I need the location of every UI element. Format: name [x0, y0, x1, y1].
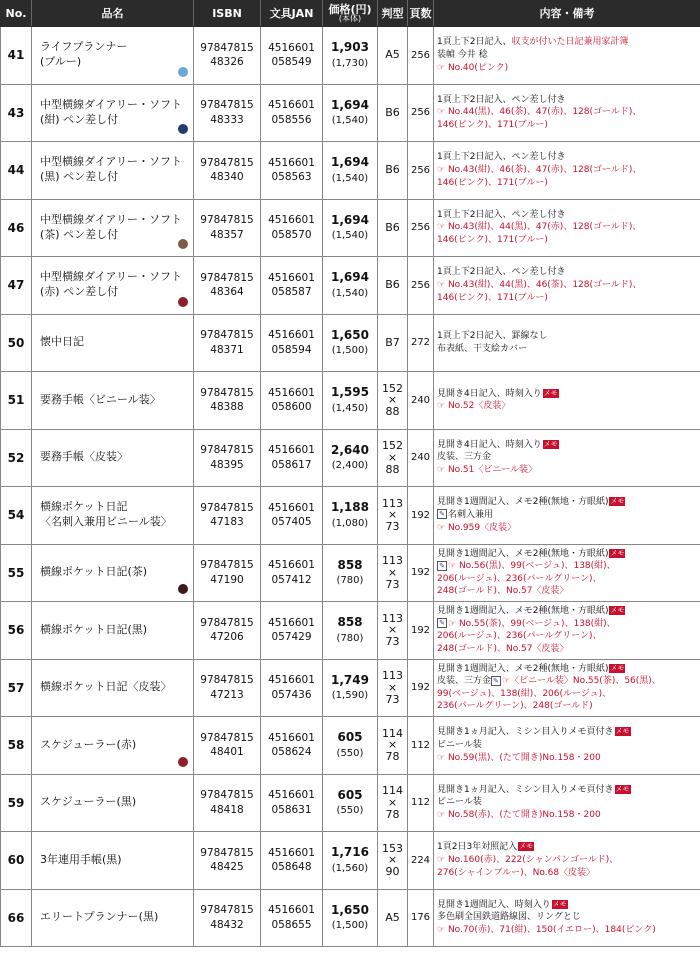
format-width: 73 — [385, 577, 400, 591]
note-text: 1頁上下2日記入、ペン差し付き — [437, 267, 566, 278]
note-text: 1頁2日3年対照記入 — [437, 842, 518, 853]
item-notes — [434, 832, 700, 890]
note-text: No.56(黒)、99(ベージュ)、138(紺)、 — [458, 561, 616, 572]
note-text: 多色刷全国鉄道路線図、リングとじ — [437, 912, 582, 923]
item-pages: 256 — [408, 199, 434, 257]
item-name: 要務手帳〈ビニール装〉 — [32, 372, 194, 430]
item-format: 152 × 88 — [378, 429, 408, 487]
item-format — [378, 27, 408, 85]
finger-pointer-icon: ☞ — [437, 925, 446, 936]
item-notes — [434, 544, 700, 602]
finger-pointer-icon: ☞ — [502, 676, 511, 687]
item-pages: 240 — [408, 372, 434, 430]
memo-badge-icon: メモ — [610, 606, 625, 615]
table-row — [1, 199, 700, 257]
note-text: No.59(黒)、(たて開き)No.158・200 — [447, 752, 601, 763]
table-row — [1, 142, 700, 200]
item-isbn: 97847815 48326 — [194, 27, 261, 85]
item-name: 中型横線ダイアリー・ソフト (茶) ペン差し付 — [32, 199, 194, 257]
item-format: 114 × 78 — [378, 774, 408, 832]
item-name: エリートプランナー(黒) — [32, 889, 194, 947]
color-swatch — [178, 757, 188, 767]
item-notes — [434, 717, 700, 775]
note-text: No.51〈ビニール装〉 — [447, 465, 538, 476]
item-isbn: 97847815 47206 — [194, 602, 261, 660]
item-jan: 4516601 058587 — [261, 257, 323, 315]
note-text: No.40(ピンク) — [447, 62, 509, 73]
item-name: 3年連用手帳(黒) — [32, 832, 194, 890]
item-jan: 4516601 058624 — [261, 717, 323, 775]
table-row — [1, 27, 700, 85]
item-pages: 112 — [408, 717, 434, 775]
color-swatch — [178, 297, 188, 307]
table-row — [1, 832, 700, 890]
finger-pointer-icon: ☞ — [437, 522, 446, 533]
note-text: 見開き1週間記入、メモ2種(無地・方眼紙) — [437, 663, 609, 674]
note-text: 236(パールグリーン)、248(ゴールド) — [437, 701, 593, 712]
note-text: No.44(黒)、46(茶)、47(赤)、128(ゴールド)、 — [447, 107, 642, 118]
item-pages: 112 — [408, 774, 434, 832]
item-jan: 4516601 057436 — [261, 659, 323, 717]
item-pages: 192 — [408, 544, 434, 602]
format-height: 113 — [382, 669, 403, 683]
format-height: 114 — [382, 726, 403, 740]
memo-badge-icon: メモ — [543, 388, 558, 397]
item-no: 43 — [1, 84, 32, 142]
format-height: 113 — [382, 554, 403, 568]
item-no: 47 — [1, 257, 32, 315]
item-jan: 4516601 058655 — [261, 889, 323, 947]
format-value: A5 — [385, 910, 400, 924]
item-isbn: 97847815 47213 — [194, 659, 261, 717]
item-pages: 224 — [408, 832, 434, 890]
finger-pointer-icon: ☞ — [437, 854, 446, 865]
item-name: 中型横線ダイアリー・ソフト (黒) ペン差し付 — [32, 142, 194, 200]
format-width: 78 — [385, 807, 400, 821]
item-jan: 4516601 058631 — [261, 774, 323, 832]
item-price: 1,694 (1,540) — [323, 84, 378, 142]
note-text: 248(ゴールド)、No.57〈皮装〉 — [437, 643, 569, 654]
item-format: 113 × 73 — [378, 659, 408, 717]
item-notes — [434, 27, 700, 85]
item-isbn: 97847815 48333 — [194, 84, 261, 142]
item-jan: 4516601 058617 — [261, 429, 323, 487]
header-notes: 内容・備考 — [434, 1, 700, 27]
finger-pointer-icon: ☞ — [437, 279, 446, 290]
table-row — [1, 659, 700, 717]
item-price: 1,650 (1,500) — [323, 314, 378, 372]
item-pages: 176 — [408, 889, 434, 947]
item-name: 横線ポケット日記 〈名刺入兼用ビニール装〉 — [32, 487, 194, 545]
item-name: ライフプランナー (ブルー) — [32, 27, 194, 85]
item-pages: 240 — [408, 429, 434, 487]
table-row — [1, 774, 700, 832]
note-text: 146(ピンク)、171(ブルー) — [437, 292, 548, 303]
color-swatch — [178, 584, 188, 594]
item-name: 中型横線ダイアリー・ソフト (赤) ペン差し付 — [32, 257, 194, 315]
note-text: 布表紙、干支絵カバー — [437, 343, 528, 354]
memo-badge-icon: メモ — [615, 727, 630, 736]
table-row — [1, 602, 700, 660]
item-notes — [434, 142, 700, 200]
item-price: 605 (550) — [323, 774, 378, 832]
table-row — [1, 429, 700, 487]
note-text: 276(シャインブルー)、No.68〈皮装〉 — [437, 867, 596, 878]
note-text: No.52〈皮装〉 — [447, 401, 511, 412]
item-price: 1,595 (1,450) — [323, 372, 378, 430]
item-format — [378, 84, 408, 142]
item-no: 59 — [1, 774, 32, 832]
item-notes — [434, 659, 700, 717]
item-jan: 4516601 058648 — [261, 832, 323, 890]
item-jan: 4516601 057429 — [261, 602, 323, 660]
note-text: 見開き1週間記入、メモ2種(無地・方眼紙) — [437, 497, 609, 508]
item-notes — [434, 257, 700, 315]
header-name: 品名 — [32, 1, 194, 27]
item-name: スケジューラー(赤) — [32, 717, 194, 775]
note-text: 1頁上下2日記入、ペン差し付き — [437, 94, 566, 105]
item-pages: 272 — [408, 314, 434, 372]
memo-badge-icon: メモ — [519, 842, 534, 851]
item-no: 52 — [1, 429, 32, 487]
format-value: B6 — [385, 220, 400, 234]
item-name: 要務手帳〈皮装〉 — [32, 429, 194, 487]
item-jan: 4516601 058594 — [261, 314, 323, 372]
item-format — [378, 257, 408, 315]
note-text: 1頁上下2日記入、ペン差し付き — [437, 209, 566, 220]
note-text: 名刺入兼用 — [448, 509, 494, 520]
note-text: 見開き4日記入、時刻入り — [437, 439, 542, 450]
format-height: 114 — [382, 784, 403, 798]
item-isbn: 97847815 47190 — [194, 544, 261, 602]
format-value: A5 — [385, 48, 400, 62]
item-pages: 256 — [408, 84, 434, 142]
item-isbn: 97847815 47183 — [194, 487, 261, 545]
item-isbn: 97847815 48364 — [194, 257, 261, 315]
note-text: 見開き1ヵ月記入、ミシン目入りメモ頁付き — [437, 727, 614, 738]
format-width: 88 — [385, 405, 400, 419]
item-price: 1,694 (1,540) — [323, 142, 378, 200]
item-format — [378, 314, 408, 372]
item-price: 1,749 (1,590) — [323, 659, 378, 717]
item-no: 57 — [1, 659, 32, 717]
header-price: 価格(円) (本体) — [323, 1, 378, 27]
item-name: 中型横線ダイアリー・ソフト (紺) ペン差し付 — [32, 84, 194, 142]
note-text: 見開き1週間記入、時刻入り — [437, 899, 551, 910]
item-isbn: 97847815 48371 — [194, 314, 261, 372]
item-isbn: 97847815 48357 — [194, 199, 261, 257]
item-format — [378, 889, 408, 947]
note-text: 見開き1週間記入、メモ2種(無地・方眼紙) — [437, 548, 609, 559]
item-no: 44 — [1, 142, 32, 200]
memo-badge-icon: メモ — [552, 899, 567, 908]
item-format: 152 × 88 — [378, 372, 408, 430]
note-text: No.43(紺)、46(茶)、47(赤)、128(ゴールド)、 — [447, 164, 642, 175]
color-swatch — [178, 124, 188, 134]
note-text: 1頁上下2日記入、罫線なし — [437, 331, 548, 342]
item-name: 懐中日記 — [32, 314, 194, 372]
table-row — [1, 487, 700, 545]
item-price: 2,640 (2,400) — [323, 429, 378, 487]
item-no: 58 — [1, 717, 32, 775]
note-text: 見開き4日記入、時刻入り — [437, 388, 542, 399]
item-jan: 4516601 057412 — [261, 544, 323, 602]
item-notes — [434, 372, 700, 430]
header-pages: 頁数 — [408, 1, 434, 27]
item-no: 41 — [1, 27, 32, 85]
note-text: 99(ベージュ)、138(紺)、206(ルージュ)、 — [437, 688, 612, 699]
item-notes — [434, 487, 700, 545]
table-row — [1, 544, 700, 602]
item-pages: 192 — [408, 487, 434, 545]
note-text: 皮装、三方金 — [437, 676, 492, 687]
item-no: 51 — [1, 372, 32, 430]
note-text: No.43(紺)、44(黒)、46(茶)、128(ゴールド)、 — [447, 279, 642, 290]
table-row — [1, 372, 700, 430]
note-text: 見開き1ヵ月記入、ミシン目入りメモ頁付き — [437, 784, 614, 795]
item-notes — [434, 774, 700, 832]
format-value: B6 — [385, 163, 400, 177]
item-name: 横線ポケット日記(茶) — [32, 544, 194, 602]
note-text: 146(ピンク)、171(ブルー) — [437, 120, 548, 131]
finger-pointer-icon: ☞ — [437, 107, 446, 118]
note-text: 皮装、三方金 — [437, 452, 492, 463]
item-jan: 4516601 058600 — [261, 372, 323, 430]
pen-edit-icon: ✎ — [437, 509, 447, 519]
item-no: 54 — [1, 487, 32, 545]
header-no: No. — [1, 1, 32, 27]
note-text: No.959〈皮装〉 — [447, 522, 517, 533]
table-row — [1, 84, 700, 142]
format-value: B7 — [385, 335, 400, 349]
item-notes — [434, 889, 700, 947]
item-no: 50 — [1, 314, 32, 372]
item-no: 56 — [1, 602, 32, 660]
item-format: 113 × 73 — [378, 602, 408, 660]
item-price: 1,694 (1,540) — [323, 199, 378, 257]
item-format: 153 × 90 — [378, 832, 408, 890]
item-jan: 4516601 058549 — [261, 27, 323, 85]
note-text: 248(ゴールド)、No.57〈皮装〉 — [437, 586, 569, 597]
finger-pointer-icon: ☞ — [437, 222, 446, 233]
item-name: スケジューラー(黒) — [32, 774, 194, 832]
item-isbn: 97847815 48388 — [194, 372, 261, 430]
item-no: 46 — [1, 199, 32, 257]
note-text: 146(ピンク)、171(ブルー) — [437, 235, 548, 246]
finger-pointer-icon: ☞ — [437, 401, 446, 412]
table-row — [1, 889, 700, 947]
memo-badge-icon: メモ — [543, 439, 558, 448]
item-isbn: 97847815 48401 — [194, 717, 261, 775]
item-pages: 192 — [408, 659, 434, 717]
note-text: 1頁上下2日記入、 — [437, 37, 512, 48]
item-format: 113 × 73 — [378, 544, 408, 602]
item-jan: 4516601 058570 — [261, 199, 323, 257]
item-price: 858 (780) — [323, 544, 378, 602]
format-width: 78 — [385, 750, 400, 764]
item-name: 横線ポケット日記〈皮装〉 — [32, 659, 194, 717]
item-notes — [434, 84, 700, 142]
finger-pointer-icon: ☞ — [437, 164, 446, 175]
item-isbn: 97847815 48425 — [194, 832, 261, 890]
table-row — [1, 314, 700, 372]
item-no: 60 — [1, 832, 32, 890]
item-isbn: 97847815 48395 — [194, 429, 261, 487]
note-text: No.160(赤)、222(シャンパンゴールド)、 — [447, 854, 619, 865]
item-pages: 256 — [408, 257, 434, 315]
finger-pointer-icon: ☞ — [437, 810, 446, 821]
item-price: 605 (550) — [323, 717, 378, 775]
format-value: B6 — [385, 278, 400, 292]
format-width: 73 — [385, 520, 400, 534]
item-format — [378, 142, 408, 200]
note-text: No.70(赤)、71(紺)、150(イエロー)、184(ピンク) — [447, 925, 656, 936]
note-text: No.43(紺)、44(黒)、47(赤)、128(ゴールド)、 — [447, 222, 642, 233]
item-isbn: 97847815 48340 — [194, 142, 261, 200]
format-height: 113 — [382, 611, 403, 625]
note-text: No.58(赤)、(たて開き)No.158・200 — [447, 810, 601, 821]
item-format: 114 × 78 — [378, 717, 408, 775]
memo-badge-icon: メモ — [610, 663, 625, 672]
item-price: 1,650 (1,500) — [323, 889, 378, 947]
format-height: 152 — [382, 439, 403, 453]
table-row — [1, 257, 700, 315]
item-isbn: 97847815 48432 — [194, 889, 261, 947]
item-no: 55 — [1, 544, 32, 602]
item-format: 113 × 73 — [378, 487, 408, 545]
note-text: ビニール装 — [437, 739, 482, 750]
finger-pointer-icon: ☞ — [437, 465, 446, 476]
item-pages: 256 — [408, 142, 434, 200]
note-text: 見開き1週間記入、メモ2種(無地・方眼紙) — [437, 606, 609, 617]
item-notes — [434, 199, 700, 257]
finger-pointer-icon: ☞ — [448, 561, 457, 572]
memo-badge-icon: メモ — [615, 784, 630, 793]
note-text: ビニール装 — [437, 797, 482, 808]
header-format: 判型 — [378, 1, 408, 27]
item-price: 1,903 (1,730) — [323, 27, 378, 85]
note-text: No.55(茶)、99(ベージュ)、138(紺)、 — [458, 618, 616, 629]
format-value: B6 — [385, 105, 400, 119]
item-notes — [434, 429, 700, 487]
note-text: 1頁上下2日記入、ペン差し付き — [437, 152, 566, 163]
pen-edit-icon: ✎ — [437, 561, 447, 571]
item-notes — [434, 314, 700, 372]
item-no: 66 — [1, 889, 32, 947]
item-pages: 256 — [408, 27, 434, 85]
color-swatch — [178, 67, 188, 77]
item-name: 横線ポケット日記(黒) — [32, 602, 194, 660]
format-width: 73 — [385, 692, 400, 706]
format-width: 90 — [385, 865, 400, 879]
item-jan: 4516601 058563 — [261, 142, 323, 200]
format-width: 88 — [385, 462, 400, 476]
table-row — [1, 717, 700, 775]
item-price: 1,188 (1,080) — [323, 487, 378, 545]
header-jan: 文具JAN — [261, 1, 323, 27]
pen-edit-icon: ✎ — [491, 676, 501, 686]
note-text: 206(ルージュ)、236(パールグリーン)、 — [437, 573, 602, 584]
note-text: 〈ビニール装〉No.55(茶)、56(黒)、 — [510, 676, 661, 687]
format-height: 113 — [382, 496, 403, 510]
item-price: 858 (780) — [323, 602, 378, 660]
finger-pointer-icon: ☞ — [437, 62, 446, 73]
finger-pointer-icon: ☞ — [437, 752, 446, 763]
item-notes — [434, 602, 700, 660]
item-format — [378, 199, 408, 257]
note-text: 206(ルージュ)、236(パールグリーン)、 — [437, 631, 602, 642]
item-isbn: 97847815 48418 — [194, 774, 261, 832]
note-text: 装幀 今井 稔 — [437, 49, 488, 60]
format-width: 73 — [385, 635, 400, 649]
item-jan: 4516601 057405 — [261, 487, 323, 545]
pen-edit-icon: ✎ — [437, 618, 447, 628]
item-pages: 192 — [408, 602, 434, 660]
format-height: 153 — [382, 841, 403, 855]
item-price: 1,716 (1,560) — [323, 832, 378, 890]
finger-pointer-icon: ☞ — [448, 618, 457, 629]
format-height: 152 — [382, 381, 403, 395]
item-jan: 4516601 058556 — [261, 84, 323, 142]
item-price: 1,694 (1,540) — [323, 257, 378, 315]
note-text: 146(ピンク)、171(ブルー) — [437, 177, 548, 188]
note-text: 収支が付いた日記兼用家計簿 — [511, 37, 629, 48]
table-header — [1, 1, 700, 27]
memo-badge-icon: メモ — [610, 548, 625, 557]
header-isbn: ISBN — [194, 1, 261, 27]
memo-badge-icon: メモ — [610, 497, 625, 506]
color-swatch — [178, 239, 188, 249]
